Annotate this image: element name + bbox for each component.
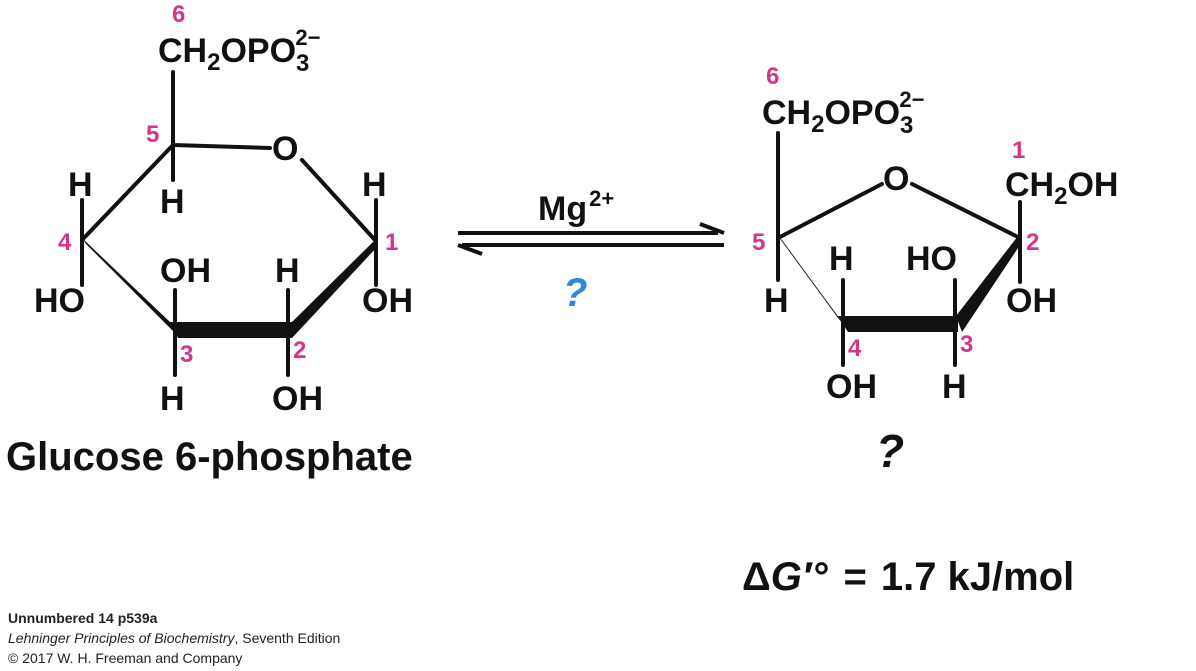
right-c3-number: 3 [960,331,974,358]
right-c4-c3-wedge [838,316,958,332]
left-c2-number: 2 [293,337,307,364]
glucose-6-phosphate-structure [6,1,413,479]
left-c5-number: 5 [146,121,160,148]
delta-g-equation: ΔG′° = 1.7 kJ/mol [742,555,1075,599]
product-name-question-mark: ? [876,425,905,477]
left-c4-number: 4 [58,229,72,256]
right-c3-h: H [942,368,967,406]
left-c1-oh: OH [362,282,413,320]
left-c6-group: CH2OPO32− [158,25,321,77]
left-c3-c2-wedge [170,322,292,338]
left-c5-o-bond [173,145,270,148]
right-c5-h: H [764,282,789,320]
right-c5-o-bond [778,184,882,238]
product-structure [752,63,1118,477]
right-c1-number: 1 [1012,137,1026,164]
left-c2-h: H [275,252,300,290]
left-c2-oh: OH [272,380,323,418]
right-c2-oh: OH [1006,282,1057,320]
left-ring-oxygen: O [272,130,299,168]
left-c3-oh: OH [160,252,211,290]
left-c1-number: 1 [385,229,399,256]
credit-publisher: © 2017 W. H. Freeman and Company [8,650,243,666]
right-c2-number: 2 [1026,229,1040,256]
left-c3-h: H [160,380,185,418]
left-c4-ho: HO [34,282,85,320]
right-o-c2-bond [912,184,1020,238]
credit-book: Lehninger Principles of Biochemistry, Seventh Edition [8,630,341,646]
equilibrium-arrows [458,186,724,315]
right-c6-group: CH2OPO32− [762,87,925,139]
left-molecule-name: Glucose 6-phosphate [6,435,413,479]
right-c3-ho: HO [906,240,957,278]
right-ring-oxygen: O [883,160,910,198]
right-c4-number: 4 [848,335,862,362]
credit-figure-id: Unnumbered 14 p539a [8,610,158,626]
left-c5-h: H [160,183,185,221]
right-c4-oh: OH [826,368,877,406]
right-c1-group: CH2OH [1005,166,1119,210]
enzyme-question-mark: ? [563,271,588,315]
left-c1-h: H [362,166,387,204]
right-c5-number: 5 [752,229,766,256]
right-c4-h: H [829,240,854,278]
catalyst-label: Mg2+ [538,186,615,228]
left-c3-number: 3 [180,341,194,368]
left-c6-number: 6 [172,1,186,28]
right-c6-number: 6 [766,63,780,90]
left-c4-h: H [68,166,93,204]
